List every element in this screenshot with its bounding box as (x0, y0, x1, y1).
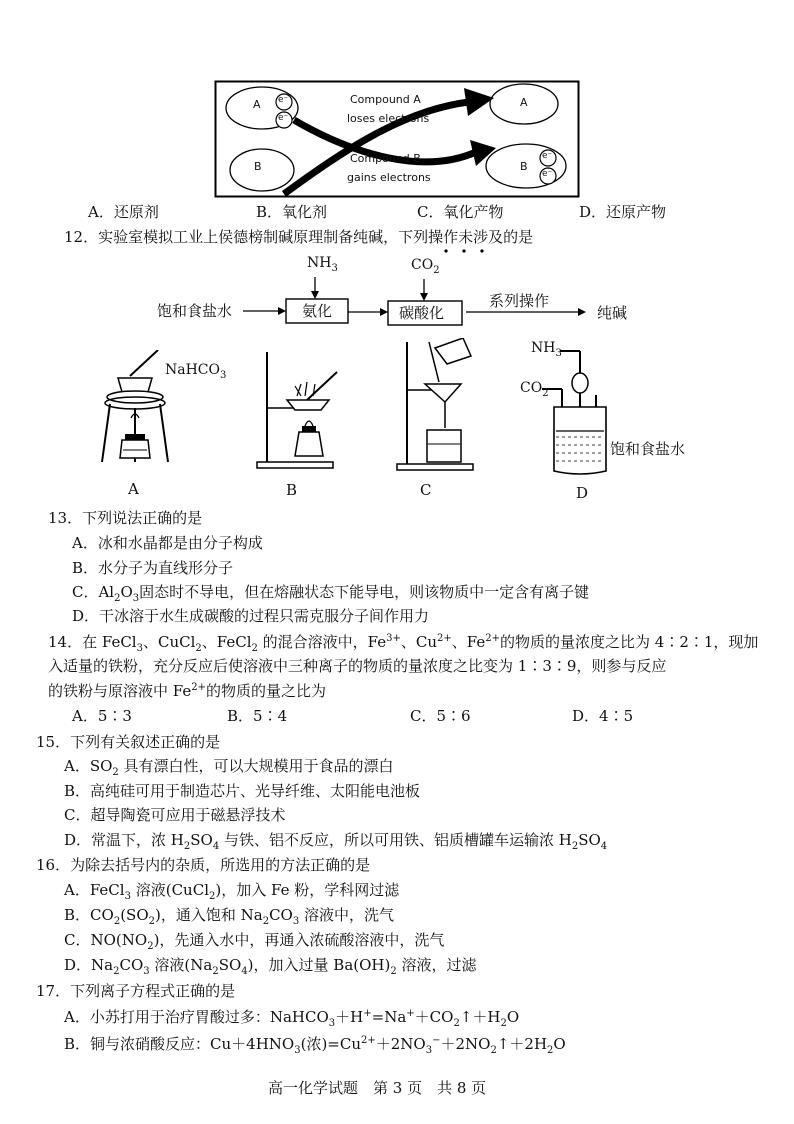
compound-b-label: Compound B (350, 152, 421, 165)
flow-co2: $CO_2$ (411, 257, 440, 276)
flow-end: 纯碱 (597, 304, 628, 322)
flow-step2: 碳酸化 (399, 304, 445, 322)
apparatus-label-b: B (286, 481, 298, 499)
circle-b-left: B (254, 160, 262, 173)
q16-option-d: D．$Na_2CO_3$ 溶液$(Na_2SO_4)$，加入过量 $Ba(OH)_2$ 溶液，过滤 (64, 956, 477, 977)
q13-option-b: B．水分子为直线形分子 (72, 559, 234, 577)
q17-option-b: B．铜与浓硝酸反应：$Cu+4HNO_3$(浓)$=Cu^{2+}+2NO_3^-+2NO_2↑+2H_2O$ (64, 1035, 566, 1056)
flow-nh3: $NH_3$ (307, 255, 338, 274)
q13-stem: 13．下列说法正确的是 (48, 509, 203, 527)
apparatus-d-nh3: $NH_3$ (531, 340, 562, 359)
q14-line-1: 14．在 FeCl$_3$、CuCl$_2$、FeCl$_2$ 的混合溶液中，$Fe^{3+}$、$Cu^{2+}$、$Fe^{2+}$的物质的量浓度之比为 4∶2∶1，现加 (48, 633, 759, 654)
flow-series: 系列操作 (489, 292, 550, 310)
q13-option-d: D．干冰溶于水生成碳酸的过程只需克服分子间作用力 (72, 607, 430, 625)
q16-option-c: C．$NO(NO_2)$，先通入水中，再通入浓硫酸溶液中，洗气 (64, 931, 445, 952)
apparatus-b (255, 352, 345, 472)
q13-option-c: C．$Al_2O_3$固态时不导电，但在熔融状态下能导电，则该物质中一定含有离子键 (72, 583, 590, 604)
q13-option-a: A．冰和水晶都是由分子构成 (72, 534, 263, 552)
q11-option-a: A．还原剂 (88, 203, 159, 221)
emphasis-dots (442, 248, 492, 254)
gains-electrons-label: gains electrons (347, 171, 431, 184)
apparatus-d-co2: $CO_2$ (520, 380, 549, 399)
q11-option-c: C．氧化产物 (417, 203, 504, 221)
q14-option-a: A．5∶3 (72, 707, 132, 725)
loses-electrons-label: loses electrons (347, 112, 430, 125)
apparatus-d-solution: 饱和食盐水 (610, 440, 686, 458)
flow-step1: 氨化 (302, 302, 333, 320)
q16-option-b: B．$CO_2(SO_2)$，通入饱和 $Na_2CO_3$ 溶液中，洗气 (64, 906, 395, 927)
q12-stem: 12．实验室模拟工业上侯德榜制碱原理制备纯碱，下列操作未涉及的是 (64, 228, 534, 246)
q14-option-b: B．5∶4 (227, 707, 288, 725)
circle-a-right: A (520, 96, 528, 109)
circle-b-right: B (520, 160, 528, 173)
apparatus-c (395, 338, 485, 474)
electron-4: e⁻ (542, 169, 553, 179)
q11-option-b: B．氧化剂 (256, 203, 328, 221)
q14-line-3: 的铁粉与原溶液中 $Fe^{2+}$的物质的量之比为 (48, 682, 326, 700)
q16-option-a: A．FeCl$_3$ 溶液(CuCl$_2$)，加入 Fe 粉，学科网过滤 (64, 881, 400, 902)
electron-3: e⁻ (542, 151, 553, 161)
q11-option-d: D．还原产物 (579, 203, 667, 221)
electron-2: e⁻ (278, 113, 289, 123)
q14-option-d: D．4∶5 (572, 707, 634, 725)
q15-option-c: C．超导陶瓷可应用于磁悬浮技术 (64, 806, 286, 824)
compound-a-label: Compound A (350, 93, 421, 106)
q17-option-a: A．小苏打用于治疗胃酸过多：$NaHCO_3+H^+=Na^++CO_2↑+H_2O$ (64, 1008, 520, 1029)
apparatus-a-reagent: NaHCO$_3$ (165, 362, 227, 381)
apparatus-label-d: D (576, 484, 589, 502)
q14-line-2: 入适量的铁粉，充分反应后使溶液中三种离子的物质的量浓度之比变为 1∶3∶9，则参与反应 (48, 657, 667, 675)
page-footer: 高一化学试题 第 3 页 共 8 页 (268, 1079, 487, 1097)
q15-option-d: D．常温下，浓 $H_2SO_4$ 与铁、铝不反应，所以可用铁、铝质槽罐车运输浓 $H_2SO_4$ (64, 831, 608, 852)
apparatus-d (520, 335, 610, 480)
circle-a-left: A (253, 98, 261, 111)
flow-start: 饱和食盐水 (157, 302, 233, 320)
apparatus-label-c: C (420, 481, 432, 499)
q15-option-a: A．$SO_2$ 具有漂白性，可以大规模用于食品的漂白 (64, 757, 394, 778)
q17-stem: 17．下列离子方程式正确的是 (36, 982, 236, 1000)
q14-option-c: C．5∶6 (410, 707, 471, 725)
electron-1: e⁻ (278, 95, 289, 105)
q15-option-b: B．高纯硅可用于制造芯片、光导纤维、太阳能电池板 (64, 782, 421, 800)
apparatus-label-a: A (128, 480, 139, 498)
q15-stem: 15．下列有关叙述正确的是 (36, 733, 221, 751)
q16-stem: 16．为除去括号内的杂质，所选用的方法正确的是 (36, 856, 371, 874)
